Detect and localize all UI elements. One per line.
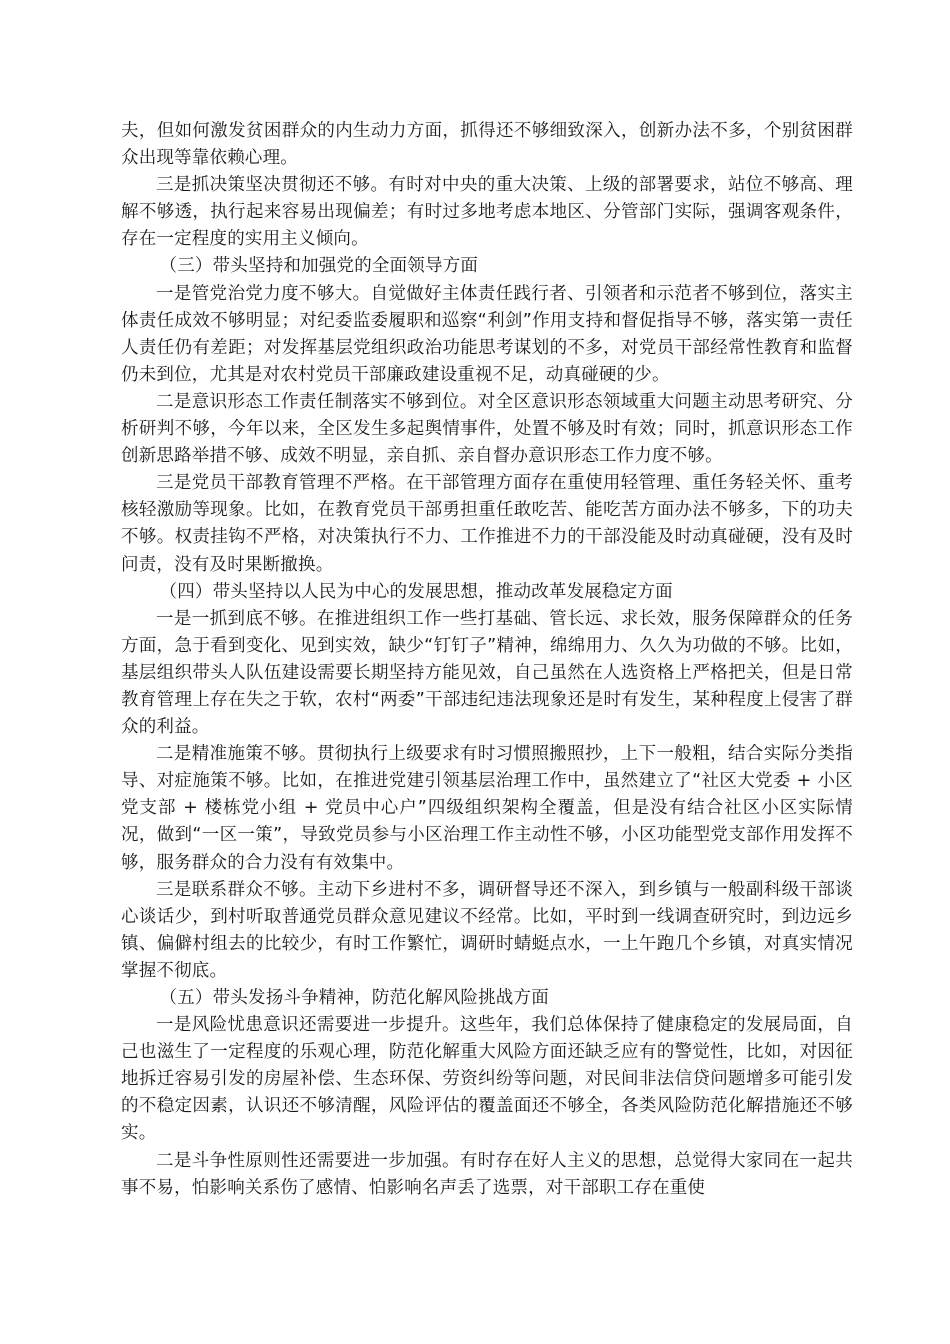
section-heading: （五）带头发扬斗争精神，防范化解风险挑战方面 (159, 988, 549, 1008)
section-heading: （四）带头坚持以人民为中心的发展思想，推动改革发展稳定方面 (159, 581, 673, 602)
section-heading: （三）带头坚持和加强党的全面领导方面 (159, 256, 479, 277)
paragraph: 二是精准施策不够。贯彻执行上级要求有时习惯照搬照抄，上下一般粗，结合实际分类指导、对症施策不够。比如，在推进党建引领基层治理工作中，虽然建立了“社区大党委 + 小区党支部 + 楼栋党小组 + 党员中心户”四级组织架构全覆盖，但是没有结合社区小区实际情况，做到“一区一策”，导致党员参与小区治理工作主动性不够，小区功能型党支部作用发挥不够，服务群众的合力没有有效集中。 (121, 744, 853, 873)
paragraph: 二是意识形态工作责任制落实不够到位。对全区意识形态领域重大问题主动思考研究、分析研判不够，今年以来，全区发生多起舆情事件，处置不够及时有效；同时，抓意识形态工作创新思路举措不够、成效不明显，亲自抓、亲自督办意识形态工作力度不够。 (121, 391, 853, 467)
paragraph: 一是一抓到底不够。在推进组织工作一些打基础、管长远、求长效，服务保障群众的任务方面，急于看到变化、见到实效，缺少“钉钉子”精神，绵绵用力、久久为功做的不够。比如，基层组织带头人队伍建设需要长期坚持方能见效，自己虽然在人选资格上严格把关，但是日常教育管理上存在失之于软，农村“两委”干部违纪违法现象还是时有发生，某种程度上侵害了群众的利益。 (121, 608, 853, 738)
document-page (121, 118, 853, 1202)
paragraph: 一是风险忧患意识还需要进一步提升。这些年，我们总体保持了健康稳定的发展局面，自己也滋生了一定程度的乐观心理，防范化解重大风险方面还缺乏应有的警觉性，比如，对因征地拆迁容易引发的房屋补偿、生态环保、劳资纠纷等问题，对民间非法信贷问题增多可能引发的不稳定因素，认识还不够清醒，风险评估的覆盖面还不够全，各类风险防范化解措施还不够实。 (121, 1015, 853, 1144)
paragraph: 二是斗争性原则性还需要进一步加强。有时存在好人主义的思想，总觉得大家同在一起共事不易，怕影响关系伤了感情、怕影响名声丢了选票，对干部职工存在重使 (121, 1150, 853, 1198)
paragraph: 三是联系群众不够。主动下乡进村不多，调研督导还不深入，到乡镇与一般副科级干部谈心谈话少，到村听取普通党员群众意见建议不经常。比如，平时到一线调查研究时，到边远乡镇、偏僻村组去的比较少，有时工作繁忙，调研时蜻蜓点水，一上午跑几个乡镇，对真实情况掌握不彻底。 (121, 879, 853, 981)
paragraph: 三是党员干部教育管理不严格。在干部管理方面存在重使用轻管理、重任务轻关怀、重考核轻激励等现象。比如，在教育党员干部勇担重任敢吃苦、能吃苦方面办法不够多，下的功夫不够。权责挂钩不严格，对决策执行不力、工作推进不力的干部没能及时动真碰硬，没有及时问责，没有及时果断撤换。 (121, 473, 853, 575)
paragraph: 一是管党治党力度不够大。自觉做好主体责任践行者、引领者和示范者不够到位，落实主体责任成效不够明显；对纪委监委履职和巡察“利剑”作用支持和督促指导不够，落实第一责任人责任仍有差距；对发挥基层党组织政治功能思考谋划的不多，对党员干部经常性教育和监督仍未到位，尤其是对农村党员干部廉政建设重视不足，动真碰硬的少。 (121, 283, 853, 385)
paragraph-continuation: 夫，但如何激发贫困群众的内生动力方面，抓得还不够细致深入，创新办法不多，个别贫困群众出现等靠依赖心理。 (121, 121, 853, 169)
paragraph: 三是抓决策坚决贯彻还不够。有时对中央的重大决策、上级的部署要求，站位不够高、理解不够透，执行起来容易出现偏差；有时过多地考虑本地区、分管部门实际，强调客观条件，存在一定程度的实用主义倾向。 (121, 175, 853, 250)
